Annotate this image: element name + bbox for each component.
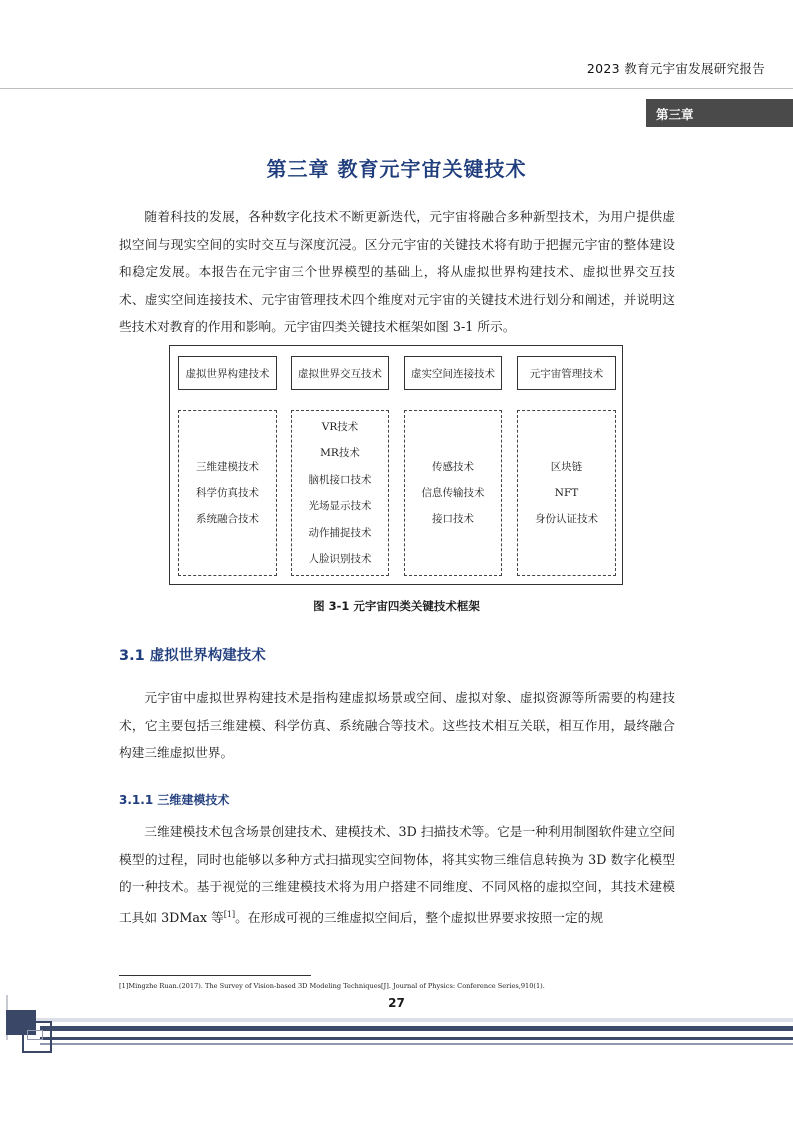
- report-title: 2023 教育元宇宙发展研究报告: [586, 61, 765, 76]
- diagram-item: 动作捕捉技术: [308, 526, 372, 539]
- section-heading-3-1: 3.1 虚拟世界构建技术: [119, 648, 266, 664]
- footer-decoration: [10, 1018, 793, 1022]
- diagram-item: 身份认证技术: [535, 513, 598, 525]
- diagram-head-metaverse-management: 元宇宙管理技术: [517, 356, 616, 390]
- footnote-reference[interactable]: [1]: [223, 909, 236, 919]
- diagram-item: 接口技术: [432, 513, 474, 525]
- diagram-item: 区块链: [550, 461, 583, 473]
- diagram-head-virtual-interaction: 虚拟世界交互技术: [291, 356, 389, 390]
- footer-decoration: [40, 1037, 793, 1040]
- diagram-item: 传感技术: [432, 461, 474, 473]
- footer-decoration: [27, 1030, 43, 1040]
- diagram-item: 系统融合技术: [196, 513, 259, 525]
- paragraph-text: 。在形成可视的三维虚拟空间后，整个虚拟世界要求按照一定的规: [235, 910, 604, 926]
- diagram-head-virtual-real-connection: 虚实空间连接技术: [404, 356, 502, 390]
- diagram-item: 信息传输技术: [421, 487, 485, 499]
- diagram-head-virtual-construction: 虚拟世界构建技术: [178, 356, 277, 390]
- diagram-box-virtual-construction: [178, 410, 277, 576]
- diagram-item: 人脸识别技术: [308, 553, 372, 565]
- tech-framework-diagram: [169, 345, 623, 585]
- diagram-item: 脑机接口技术: [308, 473, 372, 486]
- footer-decoration: [40, 1026, 793, 1031]
- diagram-box-virtual-interaction: [291, 410, 389, 576]
- diagram-item: NFT: [554, 487, 579, 499]
- diagram-box-metaverse-management: [517, 410, 616, 576]
- section-heading-3-1-1: 3.1.1 三维建模技术: [119, 793, 230, 807]
- diagram-item: VR技术: [321, 420, 359, 433]
- section-3-1-1-paragraph: [119, 818, 675, 932]
- diagram-item: 三维建模技术: [196, 461, 259, 473]
- footnote-divider: [119, 975, 311, 976]
- figure-caption: 图 3-1 元宇宙四类关键技术框架: [313, 599, 480, 613]
- diagram-item: 光场显示技术: [308, 500, 372, 512]
- chapter-tab-label: 第三章: [656, 107, 694, 122]
- intro-paragraph: 随着科技的发展，各种数字化技术不断更新迭代，元宇宙将融合多种新型技术，为用户提供虚拟空间与现实空间的实时交互与深度沉浸。区分元宇宙的关键技术将有助于把握元宇宙的整体建设和稳定发展。本报告在元宇宙三个世界模型的基础上，将从虚拟世界构建技术、虚拟世界交互技术、虚实空间连接技术、元宇宙管理技术四个维度对元宇宙的关键技术进行划分和阐述，并说明这些技术对教育的作用和影响。元宇宙四类关键技术框架如图 3-1 所示。: [119, 209, 675, 335]
- chapter-tab: [646, 99, 793, 127]
- paragraph-text: 三维建模技术包含场景创建技术、建模技术、3D 扫描技术等。它是一种利用制图软件建立空间模型的过程，同时也能够以多种方式扫描现实空间物体，将其实物三维信息转换为 3D 数字化模型的一种技术。基于视觉的三维建模技术将为用户搭建不同维度、不同风格的虚拟空间，其技术建模工具如 3DMax 等: [119, 824, 675, 926]
- diagram-box-virtual-real-connection: [404, 410, 502, 576]
- diagram-item: 科学仿真技术: [196, 487, 259, 499]
- footnote: [1]Mingzhe Ruan.(2017). The Survey of Vision-based 3D Modeling Techniques[J]. Journal of Physics: Conference Series,910(1).: [119, 982, 545, 990]
- page-number: 27: [388, 996, 405, 1010]
- footer-decoration: [40, 1043, 793, 1045]
- header-divider: [0, 88, 793, 89]
- diagram-item: MR技术: [320, 447, 360, 459]
- chapter-title: 第三章 教育元宇宙关键技术: [266, 157, 527, 181]
- section-3-1-paragraph: 元宇宙中虚拟世界构建技术是指构建虚拟场景或空间、虚拟对象、虚拟资源等所需要的构建技术，它主要包括三维建模、科学仿真、系统融合等技术。这些技术相互关联，相互作用，最终融合构建三维虚拟世界。: [119, 690, 675, 761]
